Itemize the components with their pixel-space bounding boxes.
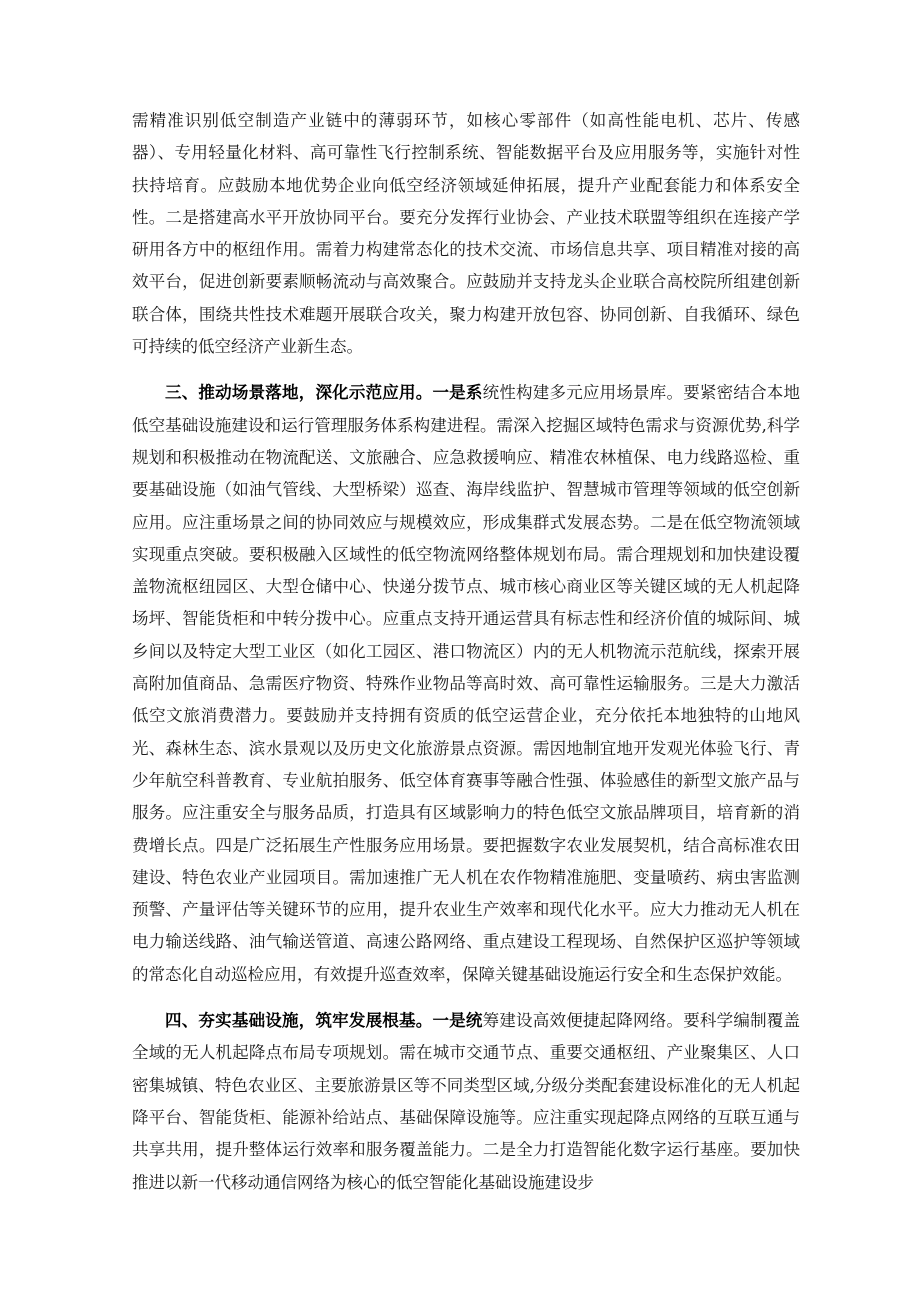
paragraph-infrastructure (132, 1005, 800, 1199)
paragraph-text: 需精准识别低空制造产业链中的薄弱环节，如核心零部件（如高性能电机、芯片、传感器）、专用轻量化材料、高可靠性飞行控制系统、智能数据平台及应用服务等，实施针对性扶持培育。应鼓励本地优势企业向低空经济领域延伸拓展，提升产业配套能力和体系安全性。二是搭建高水平开放协同平台。要充分发挥行业协会、产业技术联盟等组织在连接产学研用各方中的枢纽作用。需着力构建常态化的技术交流、市场信息共享、项目精准对接的高效平台，促进创新要素顺畅流动与高效聚合。应鼓励并支持龙头企业联合高校院所组建创新联合体，围绕共性技术难题开展联合攻关，聚力构建开放包容、协同创新、自我循环、绿色可持续的低空经济产业新生态。 (132, 111, 800, 357)
paragraph-text: 统性构建多元应用场景库。要紧密结合本地低空基础设施建设和运行管理服务体系构建进程。需深入挖掘区域特色需求与资源优势,科学规划和积极推动在物流配送、文旅融合、应急救援响应、精准农林植保、电力线路巡检、重要基础设施（如油气管线、大型桥梁）巡查、海岸线监护、智慧城市管理等领域的低空创新应用。应注重场景之间的协同效应与规模效应，形成集群式发展态势。二是在低空物流领域实现重点突破。要积极融入区域性的低空物流网络整体规划布局。需合理规划和加快建设覆盖物流枢纽园区、大型仓储中心、快递分拨节点、城市核心商业区等关键区域的无人机起降场坪、智能货柜和中转分拨中心。应重点支持开通运营具有标志性和经济价值的城际间、城乡间以及特定大型工业区（如化工园区、港口物流区）内的无人机物流示范航线，探索开展高附加值商品、急需医疗物资、特殊作业物品等高时效、高可靠性运输服务。三是大力激活低空文旅消费潜力。要鼓励并支持拥有资质的低空运营企业，充分依托本地独特的山地风光、森林生态、滨水景观以及历史文化旅游景点资源。需因地制宜地开发观光体验飞行、青少年航空科普教育、专业航拍服务、低空体育赛事等融合性强、体验感佳的新型文旅产品与服务。应注重安全与服务品质，打造具有区域影响力的特色低空文旅品牌项目，培育新的消费增长点。四是广泛拓展生产性服务应用场景。要把握数字农业发展契机，结合高标准农田建设、特色农业产业园项目。需加速推广无人机在农作物精准施肥、变量喷药、病虫害监测预警、产量评估等关键环节的应用，提升农业生产效率和现代化水平。应大力推动无人机在电力输送线路、油气输送管道、高速公路网络、重点建设工程现场、自然保护区巡护等领域的常态化自动巡检应用，有效提升巡查效率，保障关键基础设施运行安全和生态保护效能。 (132, 383, 801, 984)
section-heading-four: 四、夯实基础设施，筑牢发展根基。一是统 (165, 1011, 483, 1031)
paragraph-scenarios (132, 377, 800, 991)
section-heading-three: 三、推动场景落地，深化示范应用。一是系 (165, 383, 483, 403)
document-body (132, 105, 800, 1199)
paragraph-industry-chain (132, 105, 800, 363)
paragraph-text: 筹建设高效便捷起降网络。要科学编制覆盖全域的无人机起降点布局专项规划。需在城市交通节点、重要交通枢纽、产业聚集区、人口密集城镇、特色农业区、主要旅游景区等不同类型区域,分级分类配套建设标准化的无人机起降平台、智能货柜、能源补给站点、基础保障设施等。应注重实现起降点网络的互联互通与共享共用，提升整体运行效率和服务覆盖能力。二是全力打造智能化数字运行基座。要加快推进以新一代移动通信网络为核心的低空智能化基础设施建设步 (132, 1011, 801, 1192)
